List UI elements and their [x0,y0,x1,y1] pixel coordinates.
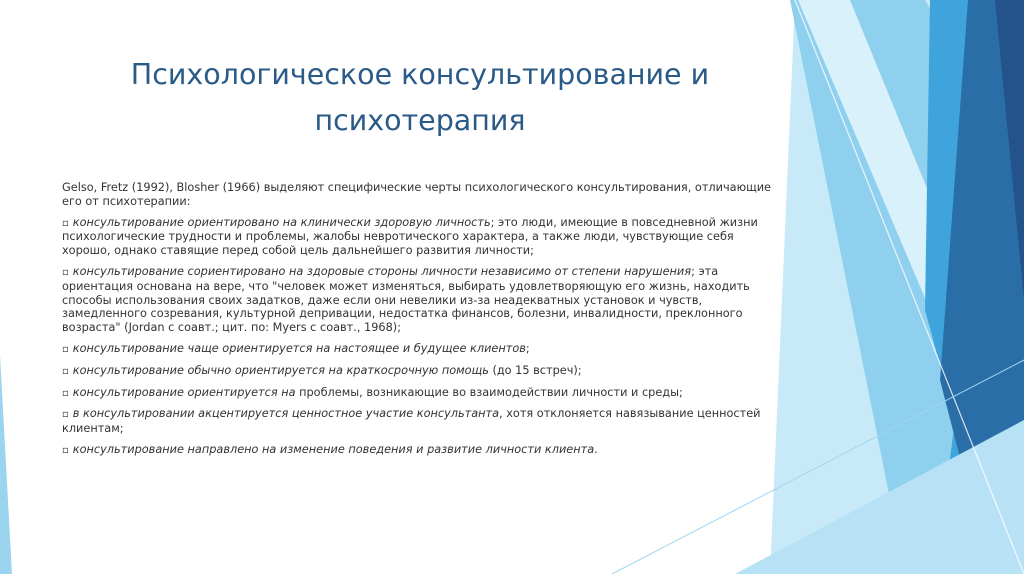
bullet-italic-text: консультирование направлено на изменение поведения и развитие личности клиента [72,442,595,456]
list-item [62,443,782,458]
list-item [62,364,782,379]
list-item [62,407,782,436]
bullet-italic-text: консультирование ориентируется на [72,385,296,399]
bullet-italic-text: консультирование обычно ориентируется на краткосрочную помощь [72,363,489,377]
bullet-marker: ▫ [62,365,69,377]
bullet-text: (до 15 встреч); [488,363,582,377]
bullet-text: , хотя отклоняется навязывание ценностей клиентам; [62,407,761,436]
list-item [62,342,782,357]
bullet-marker: ▫ [62,343,69,355]
bullet-italic-text: в консультировании акцентируется ценностное участие консультанта [72,407,500,421]
bullet-marker: ▫ [62,217,69,229]
bullet-italic-text: консультирование чаще ориентируется на настоящее и будущее клиентов [72,341,526,355]
slide-title: Психологическое консультирование и психотерапия [130,58,710,137]
bullet-text: ; эта ориентация основана на вере, что "человек может изменяться, выбирать удовлетворяющую его жизнь, находить способы использования своих задатков, даже если они невелики из-за неадекватных установок и чувств, замедленного созревания, культурной депривации, недостатка финансов, болезни, инвалидности, преклонного возраста" (Jordan с соавт.; цит. по: Myers с соавт., 1968); [62,264,750,335]
bullet-text: . [594,442,598,456]
bullet-text: ; это люди, имеющие в повседневной жизни психологические трудности и проблемы, жалобы невротического характера, а также люди, чувствующие себя хорошо, однако ставящие перед собой цель дальнейшего развития личности; [62,215,758,258]
slide-body [62,181,782,465]
bullet-text: ; [525,341,530,355]
bullet-text: проблемы, возникающие во взаимодействии личности и среды; [295,385,683,399]
intro-paragraph: Gelso, Fretz (1992), Blosher (1966) выделяют специфические черты психологического консультирования, отличающие его от психотерапии: [62,181,772,208]
bullet-italic-text: консультирование ориентировано на клинически здоровую личность [72,215,491,229]
list-item [62,216,782,258]
bullet-marker: ▫ [62,444,69,456]
list-item [62,386,782,401]
left-edge-shape [0,355,12,574]
bullet-italic-text: консультирование сориентировано на здоровые стороны личности независимо от степени нарушения [72,264,692,278]
list-item [62,265,782,335]
bullet-marker: ▫ [62,387,69,399]
bullet-marker: ▫ [62,266,69,278]
bullet-marker: ▫ [62,409,69,421]
